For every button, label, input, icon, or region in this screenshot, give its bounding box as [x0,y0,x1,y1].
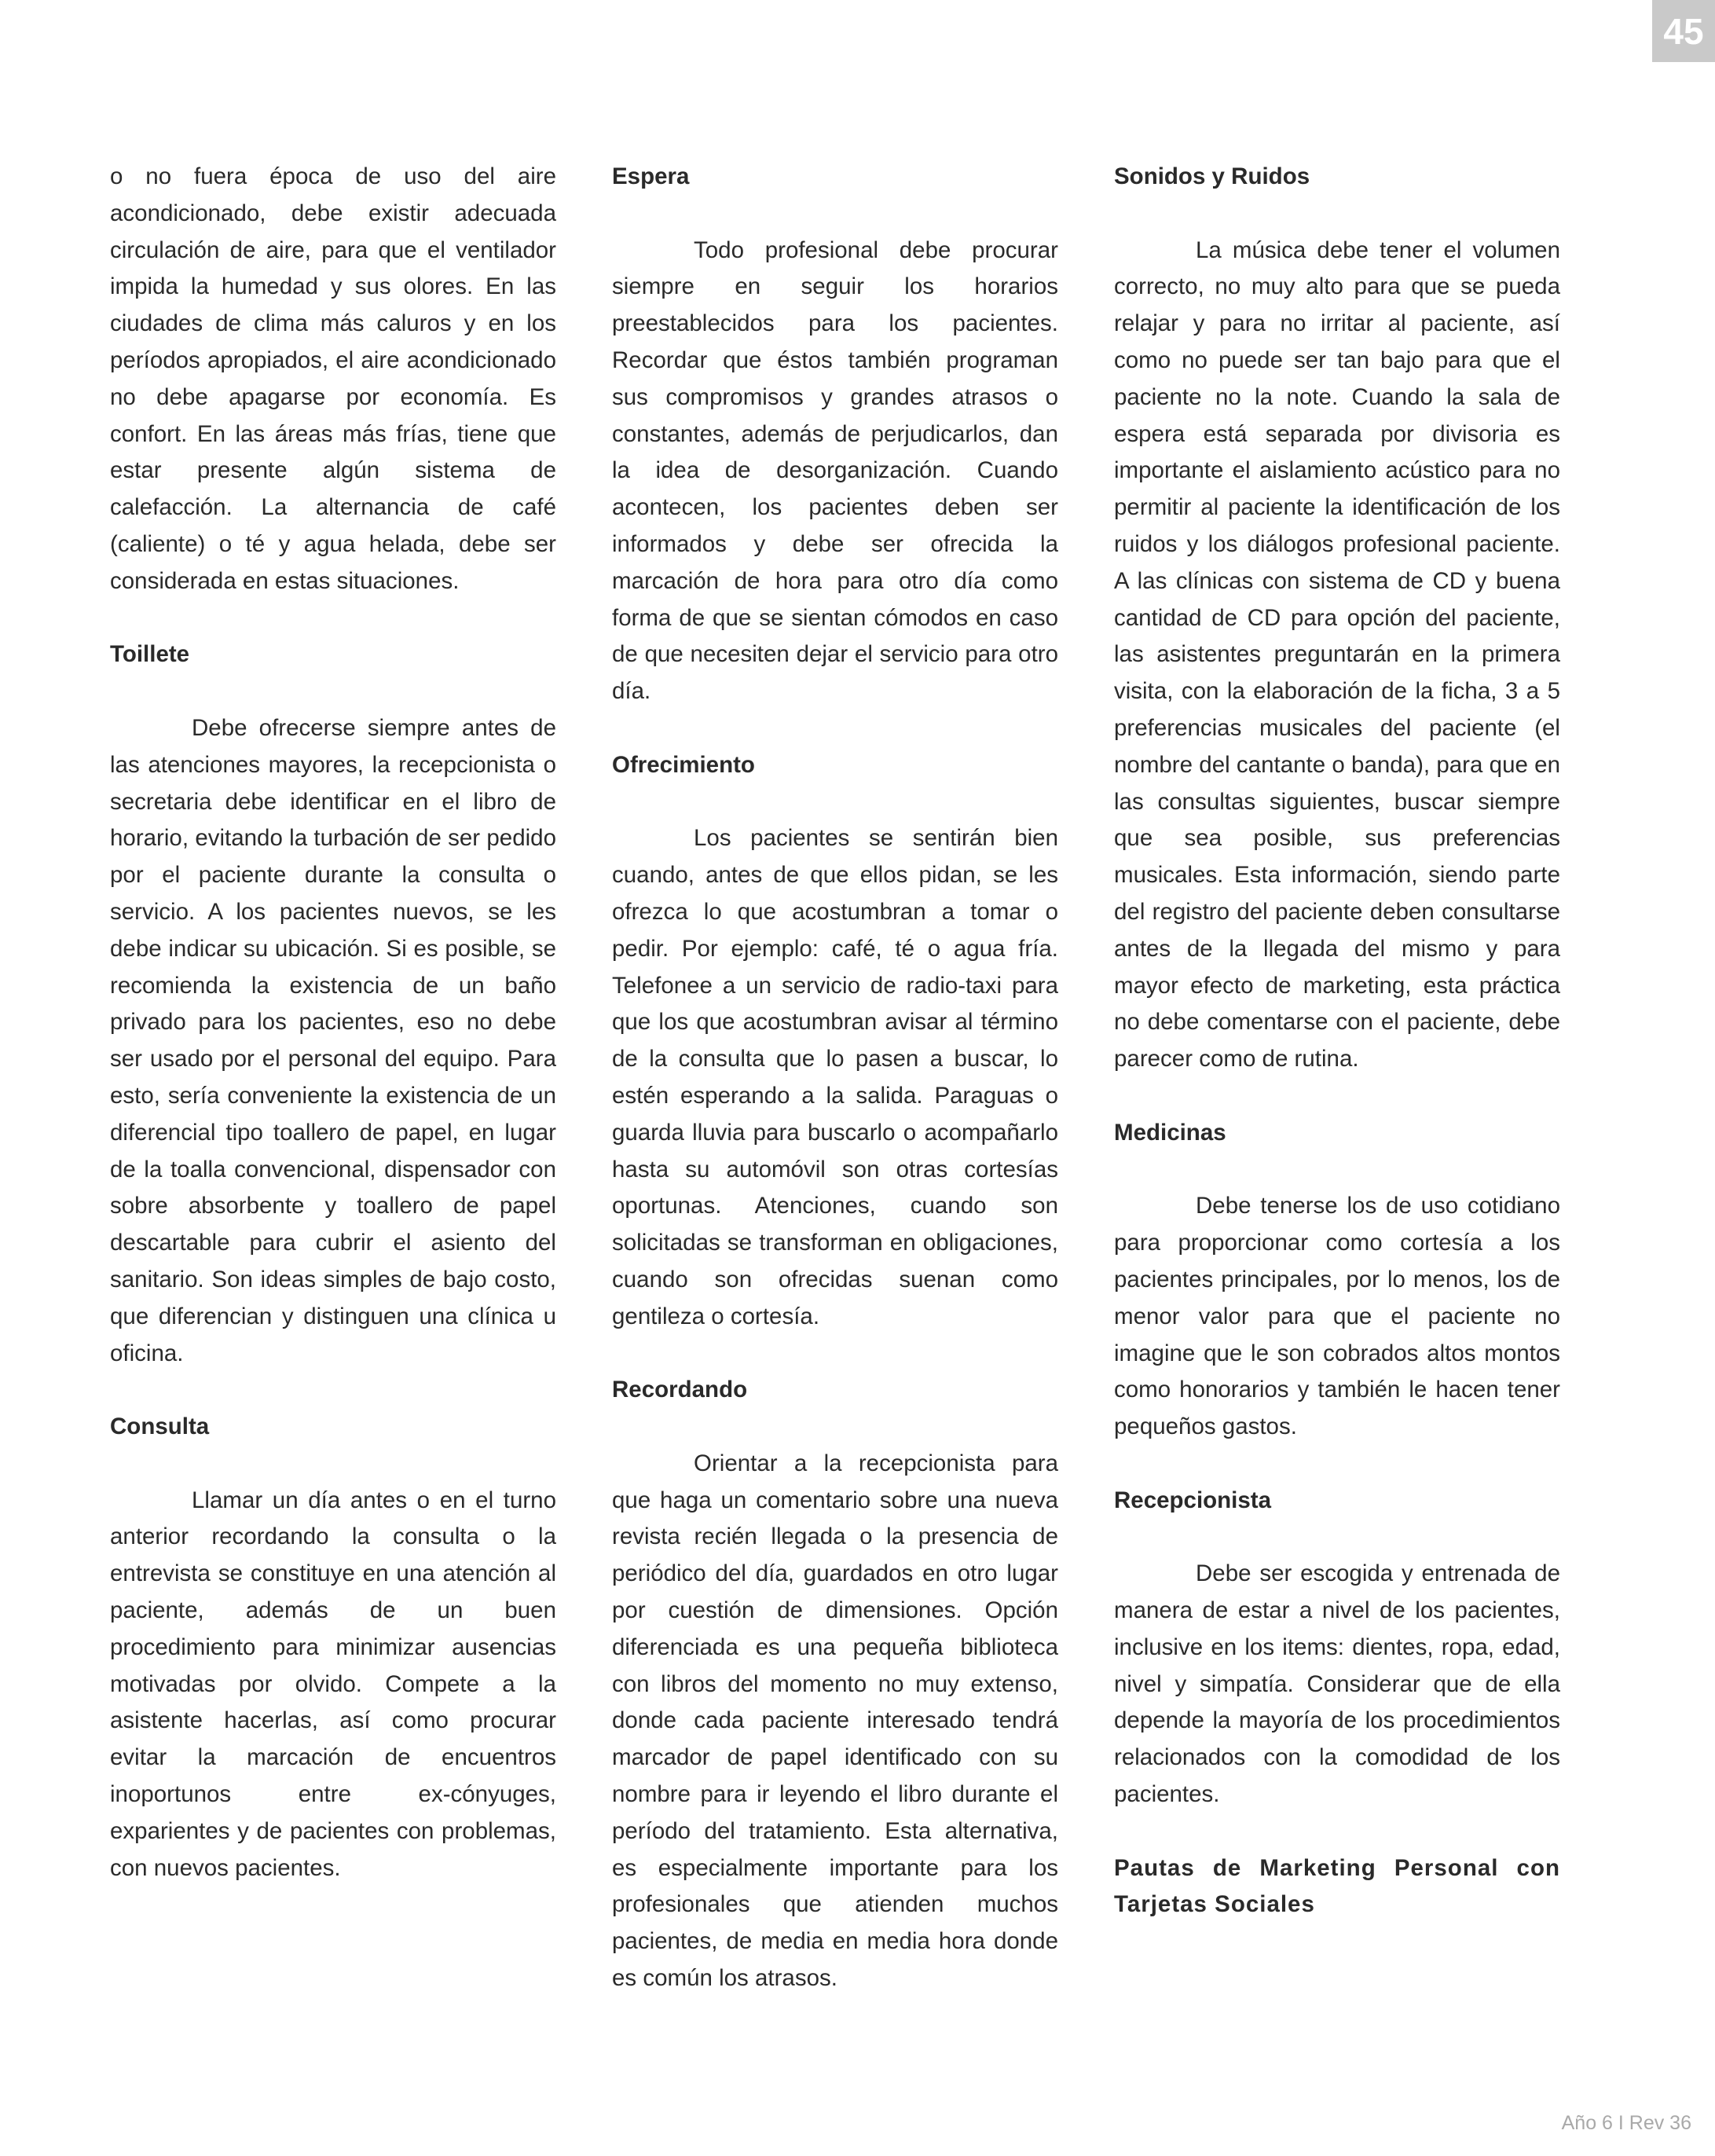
paragraph: La música debe tener el volumen correcto, no muy alto para que se pueda relajar y para no irritar al paciente, así como no puede ser tan bajo para que el paciente no la note. Cuando la sala de espera está separada por divisoria es importante el aislamiento acústico para no permitir al paciente la identificación de los ruidos y los diálogos profesional paciente. A las clínicas con sistema de CD y buena cantidad de CD para opción del paciente, las asistentes preguntarán en la primera visita, con la elaboración de la ficha, 3 a 5 preferencias musicales del paciente (el nombre del cantante o banda), para que en las consultas siguientes, buscar siempre que sea posible, sus preferencias musicales. Esta información, siendo parte del registro del paciente deben consultarse antes de la llegada del mismo y para mayor efecto de marketing, esta práctica no debe comentarse con el paciente, debe parecer como de rutina. [1114,236,1560,1072]
paragraph: Llamar un día antes o en el turno anterior recordando la consulta o la entrevista se constituye en una atención al paciente, además de un buen procedimiento para minimizar ausencias motivadas por olvido. Compete a la asistente hacerlas, así como procurar evitar la marcación de encuentros inoportunos entre ex-cónyuges, exparientes y de pacientes con problemas, con nuevos pacientes. [110,1487,556,1881]
column-3 [1114,159,1560,1960]
section-heading-recordando: Recordando [612,1377,748,1403]
paragraph: Los pacientes se sentirán bien cuando, antes de que ellos pidan, se les ofrezca lo que acostumbran a tomar o pedir. Por ejemplo: café, té o agua fría. Telefonee a un servicio de radio-taxi para que los que acostumbran avisar al término de la consulta que lo pasen a buscar, lo estén esperando a la salida. Paraguas o guarda lluvia para buscarlo o acompañarlo hasta su automóvil son otras cortesías oportunas. Atenciones, cuando son solicitadas se transforman en obligaciones, cuando son ofrecidas suenan como gentileza o cortesía. [612,825,1058,1329]
paragraph: Debe ser escogida y entrenada de manera de estar a nivel de los pacientes, inclusive en los items: dientes, ropa, edad, nivel y simpatía. Considerar que de ella depende la mayoría de los procedimientos relacionados con la comodidad de los pacientes. [1114,1560,1560,1808]
paragraph: Todo profesional debe procurar siempre en seguir los horarios preestablecidos para los pacientes. Recordar que éstos también programan sus compromisos y grandes atrasos o constantes, además de perjudicarlos, dan la idea de desorganización. Cuando acontecen, los pacientes deben ser informados y debe ser ofrecida la marcación de hora para otro día como forma de que se sientan cómodos en caso de que necesiten dejar el servicio para otro día. [612,236,1058,705]
paragraph: Debe tenerse los de uso cotidiano para proporcionar como cortesía a los pacientes principales, por lo menos, los de menor valor para que el paciente no imagine que le son cobrados altos montos como honorarios y también le hacen tener pequeños gastos. [1114,1193,1560,1440]
section-heading-toillete: Toillete [110,641,190,668]
paragraph: Debe ofrecerse siempre antes de las atenciones mayores, la recepcionista o secretaria debe identificar en el libro de horario, evitando la turbación de ser pedido por el paciente durante la consulta o servicio. A los pacientes nuevos, se les debe indicar su ubicación. Si es posible, se recomienda la existencia de un baño privado para los pacientes, eso no debe ser usado por el personal del equipo. Para esto, sería conveniente la existencia de un diferencial tipo toallero de papel, en lugar de la toalla convencional, dispensador con sobre absorbente y toallero de papel descartable para cubrir el asiento del sanitario. Son ideas simples de bajo costo, que diferencian y distinguen una clínica u oficina. [110,714,556,1366]
column-2 [612,159,1058,2034]
page-number: 45 [1652,0,1715,62]
paragraph: Orientar a la recepcionista para que haga un comentario sobre una nueva revista recién llegada o la presencia de periódico del día, guardados en otro lugar por cuestión de dimensiones. Opción diferenciada es una pequeña biblioteca con libros del momento no muy extenso, donde cada paciente interesado tendrá marcador de papel identificado con su nombre para ir leyendo el libro durante el período del tratamiento. Esta alternativa, es especialmente importante para los profesionales que atienden muchos pacientes, de media en media hora donde es común los atrasos. [612,1450,1058,1992]
section-heading-pautas: Pautas de Marketing Personal con Tarjetas Sociales [1114,1854,1560,1918]
section-heading-recepcionista: Recepcionista [1114,1487,1272,1513]
column-1 [110,159,556,1923]
section-heading-ofrecimiento: Ofrecimiento [612,751,755,778]
section-heading-espera: Espera [612,163,690,189]
paragraph: o no fuera época de uso del aire acondicionado, debe existir adecuada circulación de aire, para que el ventilador impida la humedad y sus olores. En las ciudades de clima más caluros y en los períodos apropiados, el aire acondicionado no debe apagarse por economía. Es confort. En las áreas más frías, tiene que estar presente algún sistema de calefacción. La alternancia de café (caliente) o té y agua helada, debe ser considerada en estas situaciones. [110,163,556,594]
footer-issue: Año 6 I Rev 36 [1561,2112,1691,2134]
section-heading-medicinas: Medicinas [1114,1119,1226,1146]
section-heading-sonidos: Sonidos y Ruidos [1114,163,1310,189]
section-heading-consulta: Consulta [110,1414,210,1440]
